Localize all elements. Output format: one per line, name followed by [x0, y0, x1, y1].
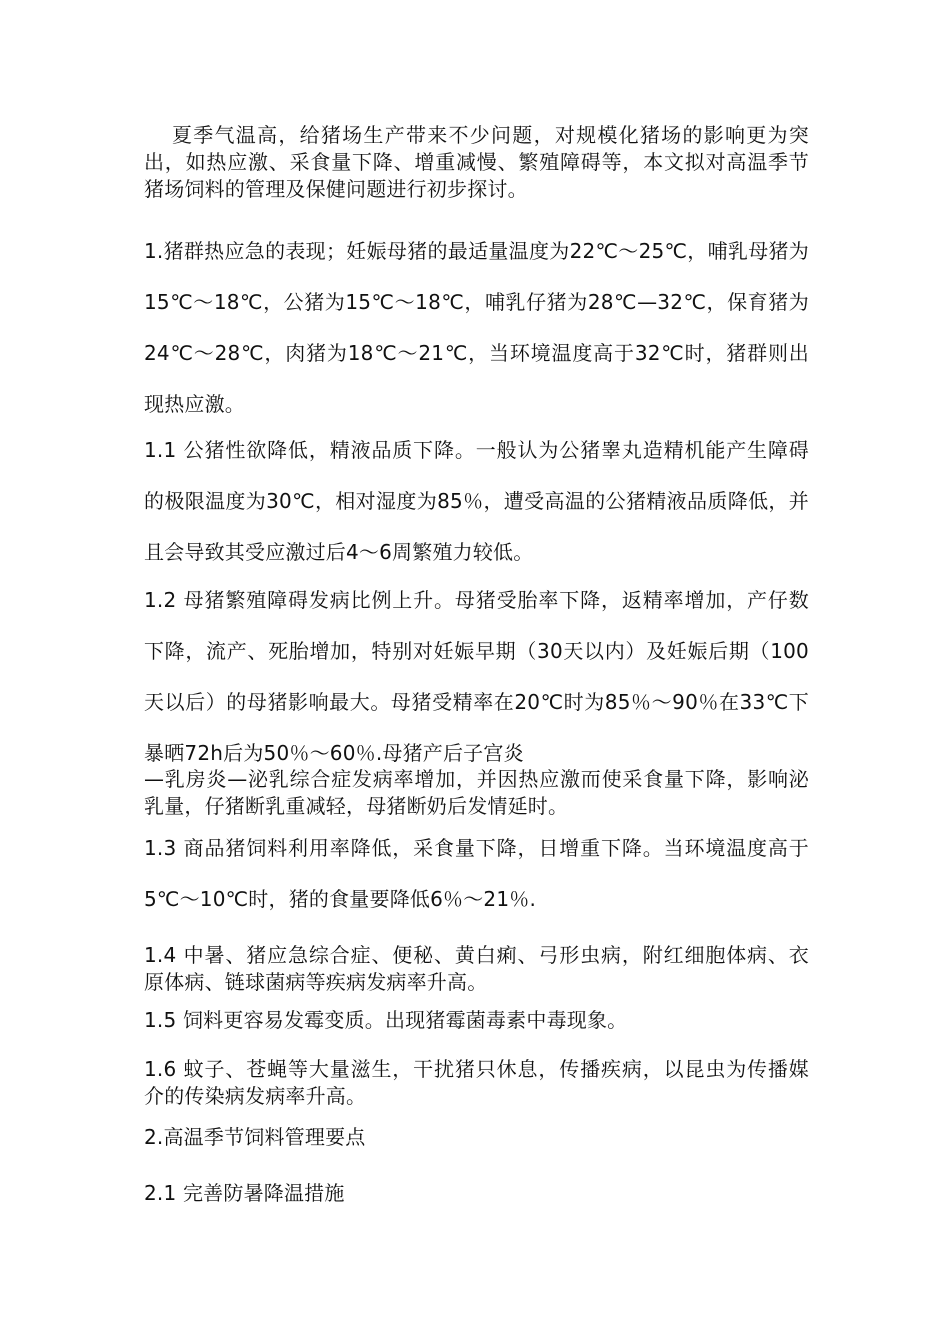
- section-2-heading: 2.高温季节饲料管理要点: [144, 1125, 366, 1149]
- section-1-3-commercial-pig: 1.3 商品猪饲料利用率降低，采食量下降，日增重下降。当环境温度高于5℃～10℃时，猪的食量要降低6％～21％.: [144, 836, 809, 911]
- intro-paragraph: 夏季气温高，给猪场生产带来不少问题，对规模化猪场的影响更为突出，如热应激、采食量下降、增重减慢、繁殖障碍等，本文拟对高温季节猪场饲料的管理及保健问题进行初步探讨。: [144, 123, 809, 201]
- section-1-2-continued: —乳房炎—泌乳综合症发病率增加，并因热应激而使采食量下降，影响泌乳量，仔猪断乳重减轻，母猪断奶后发情延时。: [144, 767, 809, 818]
- section-1-heat-stress: 1.猪群热应急的表现；妊娠母猪的最适量温度为22℃～25℃，哺乳母猪为15℃～18℃，公猪为15℃～18℃，哺乳仔猪为28℃—32℃，保育猪为24℃～28℃，肉猪为18℃～21℃，当环境温度高于32℃时，猪群则出现热应激。: [144, 239, 809, 416]
- section-1-5-feed-mold: 1.5 饲料更容易发霉变质。出现猪霉菌毒素中毒现象。: [144, 1008, 628, 1032]
- section-1-6-insects: 1.6 蚊子、苍蝇等大量滋生，干扰猪只休息，传播疾病，以昆虫为传播媒介的传染病发病率升高。: [144, 1057, 809, 1108]
- section-1-2-sow: 1.2 母猪繁殖障碍发病比例上升。母猪受胎率下降，返精率增加，产仔数下降，流产、死胎增加，特别对妊娠早期（30天以内）及妊娠后期（100天以后）的母猪影响最大。母猪受精率在20℃时为85％～90％在33℃下暴晒72h后为50％～60％.母猪产后子宫炎: [144, 588, 809, 765]
- section-2-1-heading: 2.1 完善防暑降温措施: [144, 1181, 345, 1205]
- section-1-4-diseases: 1.4 中暑、猪应急综合症、便秘、黄白痢、弓形虫病，附红细胞体病、衣原体病、链球菌病等疾病发病率升高。: [144, 943, 809, 994]
- section-1-1-boar: 1.1 公猪性欲降低，精液品质下降。一般认为公猪睾丸造精机能产生障碍的极限温度为30℃，相对湿度为85％，遭受高温的公猪精液品质降低，并且会导致其受应激过后4～6周繁殖力较低。: [144, 438, 809, 564]
